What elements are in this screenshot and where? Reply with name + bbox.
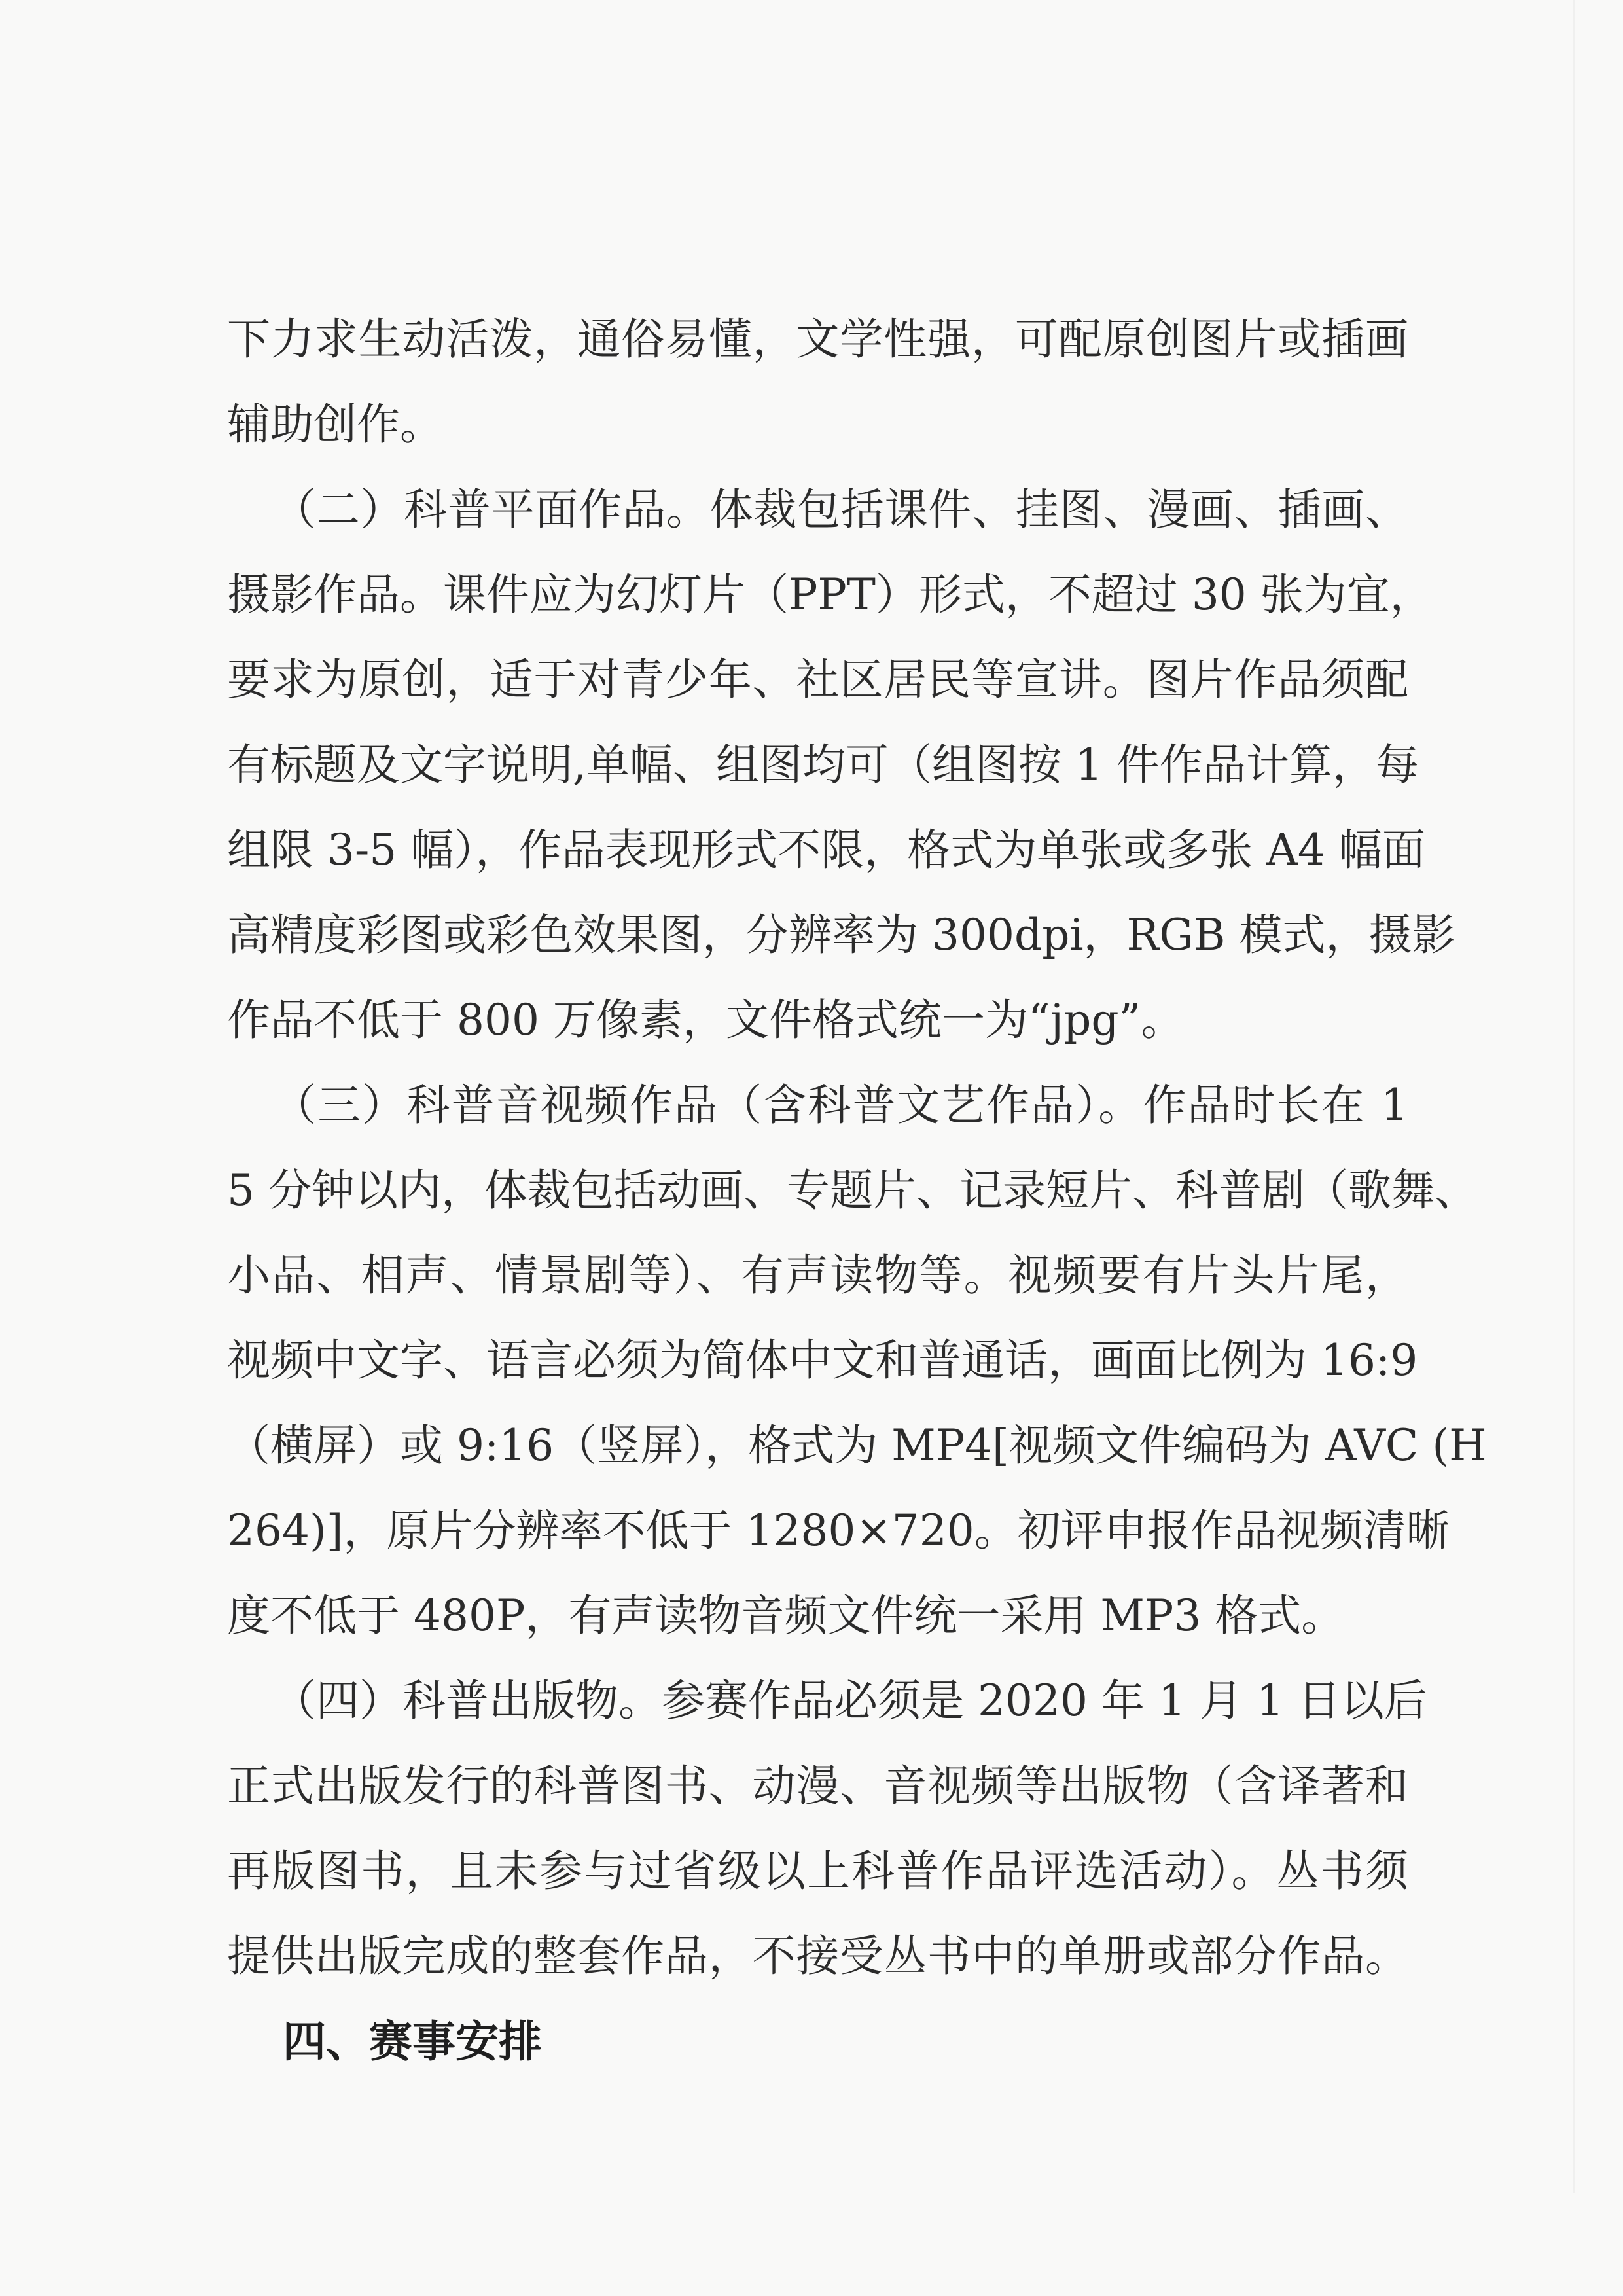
paragraph-av-works <box>227 1063 1487 1659</box>
scan-line-artifact <box>1573 0 1575 2193</box>
text-line: 组限 3-5 幅），作品表现形式不限，格式为单张或多张 A4 幅面 <box>227 825 1425 875</box>
text-line: 高精度彩图或彩色效果图，分辨率为 300dpi，RGB 模式，摄影 <box>227 910 1455 960</box>
text-line: 作品不低于 800 万像素，文件格式统一为“jpg”。 <box>227 995 1185 1045</box>
text-line: （二）科普平面作品。体裁包括课件、挂图、漫画、插画、 <box>273 484 1408 535</box>
text-line: 辅助创作。 <box>227 399 443 450</box>
text-line: 再版图书，且未参与过省级以上科普作品评选活动）。丛书须 <box>227 1846 1408 1896</box>
text-line: 视频中文字、语言必须为简体中文和普通话，画面比例为 16:9 <box>227 1335 1418 1386</box>
text-line: 摄影作品。课件应为幻灯片（PPT）形式，不超过 30 张为宜， <box>227 569 1433 620</box>
text-line: 264)]，原片分辨率不低于 1280×720。初评申报作品视频清晰 <box>227 1505 1450 1556</box>
text-line: 下力求生动活泼，通俗易懂，文学性强，可配原创图片或插画 <box>227 314 1408 365</box>
text-line: （四）科普出版物。参赛作品必须是 2020 年 1 月 1 日以后 <box>273 1676 1427 1726</box>
text-line: （三）科普音视频作品（含科普文艺作品）。作品时长在 1 <box>273 1080 1408 1130</box>
text-line: 正式出版发行的科普图书、动漫、音视频等出版物（含译著和 <box>227 1761 1408 1811</box>
text-line: （横屏）或 9:16（竖屏），格式为 MP4[视频文件编码为 AVC (H <box>227 1420 1487 1471</box>
text-line: 小品、相声、情景剧等）、有声读物等。视频要有片头片尾， <box>227 1250 1408 1300</box>
document-body <box>227 297 1487 2084</box>
paragraph-continued <box>227 297 1408 467</box>
section-heading: 四、赛事安排 <box>283 2016 542 2067</box>
paragraph-publications <box>227 1659 1427 1999</box>
text-line: 有标题及文字说明,单幅、组图均可（组图按 1 件作品计算，每 <box>227 740 1419 790</box>
paragraph-graphic-works <box>227 467 1455 1063</box>
text-line: 要求为原创，适于对青少年、社区居民等宣讲。图片作品须配 <box>227 655 1408 705</box>
text-line: 5 分钟以内，体裁包括动画、专题片、记录短片、科普剧（歌舞、 <box>227 1165 1478 1215</box>
text-line: 提供出版完成的整套作品，不接受丛书中的单册或部分作品。 <box>227 1931 1408 1981</box>
text-line: 度不低于 480P，有声读物音频文件统一采用 MP3 格式。 <box>227 1590 1345 1641</box>
